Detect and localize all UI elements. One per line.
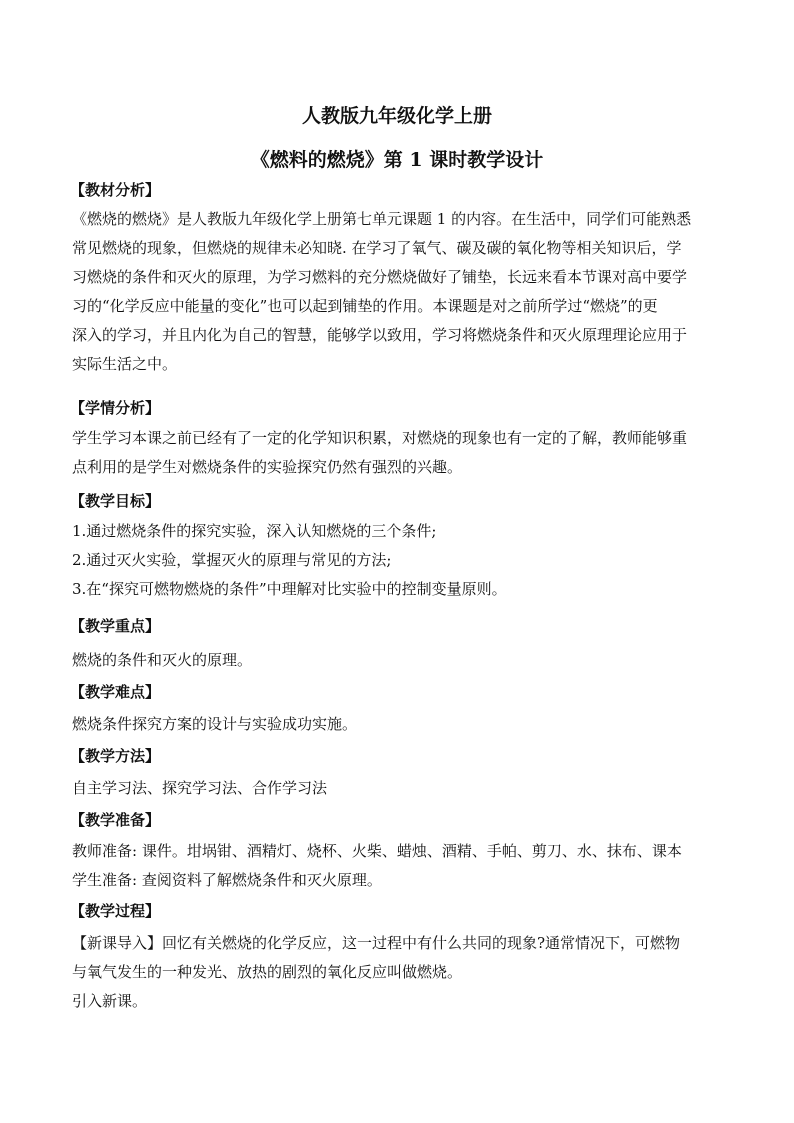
text-line: 习的“化学反应中能量的变化”也可以起到铺垫的作用。本课题是对之前所学过“燃烧”的更 [72,297,658,315]
text-line: 常见燃烧的现象，但燃烧的规律未必知晓. 在学习了氧气、碳及碳的氧化物等相关知识后，学 [72,239,682,257]
text-line: 深入的学习，并且内化为自己的智慧，能够学以致用，学习将燃烧条件和灭火原理理论应用于 [72,326,688,344]
text-line: 燃烧的条件和灭火的原理。 [72,651,253,669]
text-line: 2.通过灭火实验，掌握灭火的原理与常见的方法; [72,551,392,569]
section-heading-process: 【教学过程】 [70,902,161,920]
text-line: 学生学习本课之前已经有了一定的化学知识积累，对燃烧的现象也有一定的了解，教师能够重 [72,429,688,447]
section-heading-key-points: 【教学重点】 [70,617,161,635]
section-body-teaching-goals [72,517,724,604]
section-heading-difficulties: 【教学难点】 [70,683,161,701]
text-line: 3.在“探究可燃物燃烧的条件”中理解对比实验中的控制变量原则。 [72,580,507,598]
text-line: 与氧气发生的一种发光、放热的剧烈的氧化反应叫做燃烧。 [72,963,463,981]
text-line: 实际生活之中。 [72,355,178,373]
section-body-difficulties [72,710,724,739]
text-line: 学生准备: 查阅资料了解燃烧条件和灭火原理。 [72,871,382,889]
section-heading-material-analysis: 【教材分析】 [70,181,161,199]
section-body-key-points [72,646,724,675]
text-line: 习燃烧的条件和灭火的原理，为学习燃料的充分燃烧做好了铺垫，长远来看本节课对高中要学 [72,268,688,286]
section-body-methods [72,774,724,803]
section-body-process [72,929,724,1016]
section-heading-methods: 【教学方法】 [70,747,161,765]
text-line: 引入新课。 [72,992,148,1010]
text-line: 【新课导入】回忆有关燃烧的化学反应，这一过程中有什么共同的现象?通常情况下，可燃物 [72,934,681,952]
section-body-student-analysis [72,424,724,482]
section-body-material-analysis [72,205,724,379]
document-subtitle: 《燃料的燃烧》第 1 课时教学设计 [250,149,544,171]
section-heading-student-analysis: 【学情分析】 [70,399,161,417]
section-body-preparation [72,837,724,895]
text-line: 《燃烧的燃烧》是人教版九年级化学上册第七单元课题 1 的内容。在生活中，同学们可能熟悉 [72,210,692,228]
section-heading-teaching-goals: 【教学目标】 [70,492,161,510]
text-line: 1.通过燃烧条件的探究实验，深入认知燃烧的三个条件; [72,522,437,540]
text-line: 燃烧条件探究方案的设计与实验成功实施。 [72,715,358,733]
section-heading-preparation: 【教学准备】 [70,811,161,829]
text-line: 教师准备: 课件。坩埚钳、酒精灯、烧杯、火柴、蜡烛、酒精、手帕、剪刀、水、抹布、课本 [72,842,682,860]
text-line: 自主学习法、探究学习法、合作学习法 [72,779,328,797]
text-line: 点利用的是学生对燃烧条件的实验探究仍然有强烈的兴趣。 [72,458,463,476]
document-title: 人教版九年级化学上册 [301,105,492,127]
